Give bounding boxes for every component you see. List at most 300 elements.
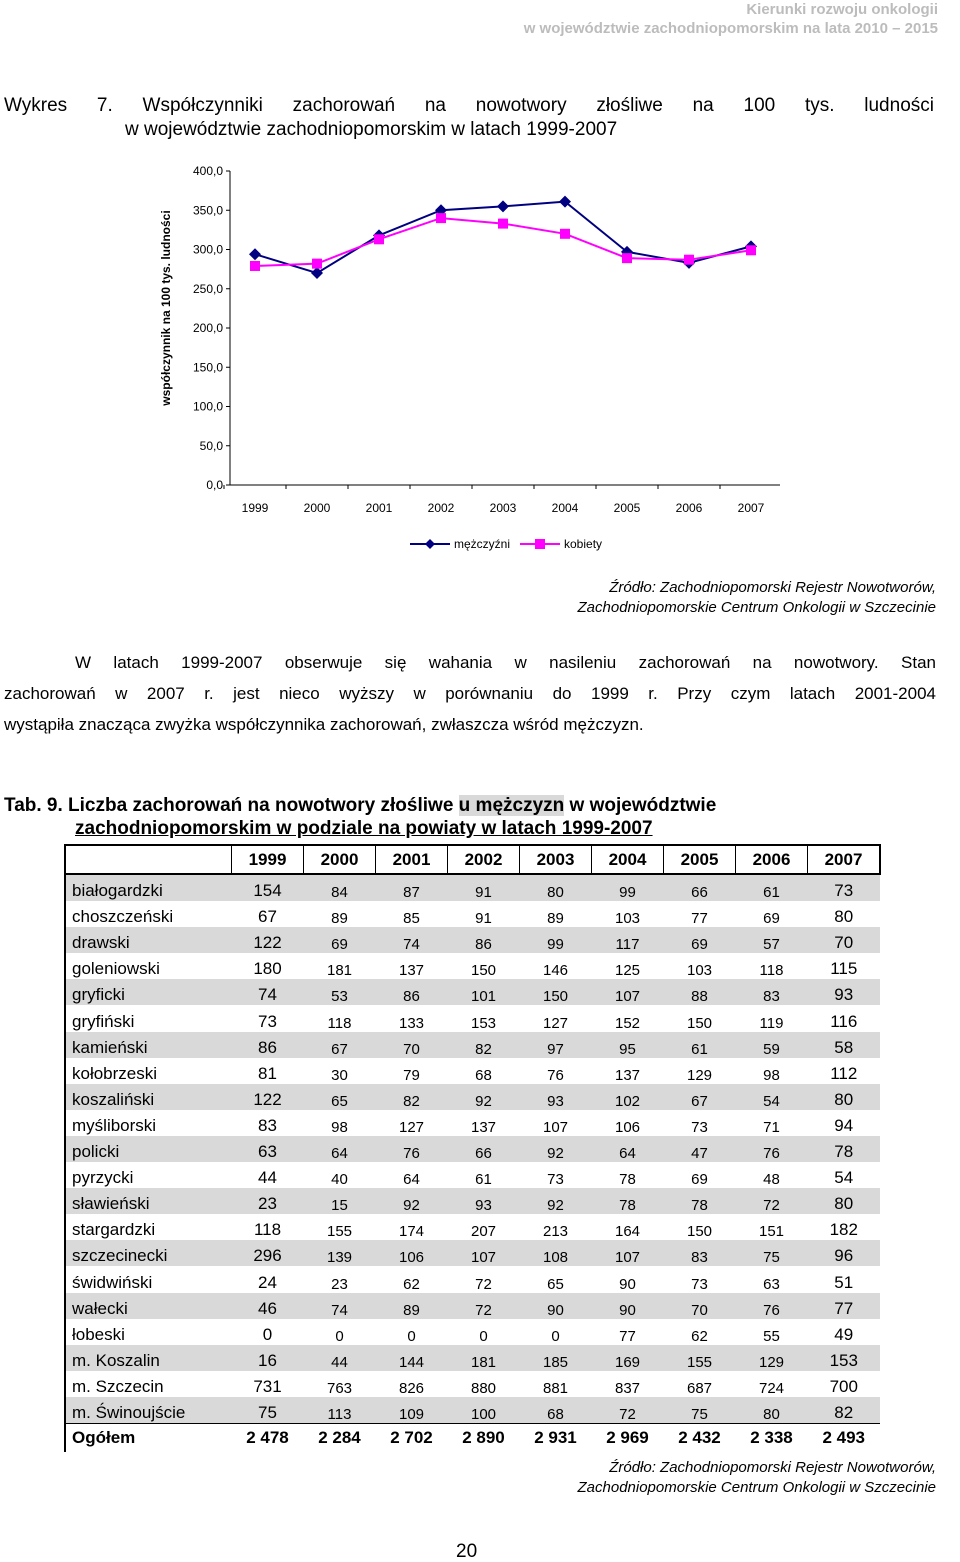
total-cell: 2 432	[664, 1423, 736, 1452]
table-cell: 90	[619, 1275, 636, 1293]
table-cell: 46	[232, 1293, 304, 1319]
total-cell: 2 338	[736, 1423, 808, 1452]
table-cell: 67	[664, 1084, 736, 1110]
header-corner	[65, 845, 232, 874]
table-cell: 85	[403, 910, 420, 928]
district-name: świdwiński	[65, 1266, 232, 1292]
table-cell: 91	[448, 874, 520, 901]
table-cell: 93	[808, 979, 881, 1005]
table-source-line-1: Źródło: Zachodniopomorski Rejestr Nowotworów,	[609, 1459, 936, 1476]
table-cell: 86	[448, 927, 520, 953]
table-cell: 70	[808, 927, 881, 953]
table-cell: 61	[475, 1171, 492, 1189]
district-name: stargardzki	[65, 1214, 232, 1240]
figure-source-line-2: Zachodniopomorskie Centrum Onkologii w Szczecinie	[577, 599, 936, 616]
figure-title-word: 100	[743, 95, 776, 116]
table-cell: 837	[614, 1379, 641, 1397]
table-cell: 98	[331, 1118, 348, 1136]
table-cell: 144	[376, 1345, 448, 1371]
table-cell: 153	[808, 1345, 881, 1371]
table-cell: 83	[664, 1240, 736, 1266]
table-cell: 78	[808, 1136, 881, 1162]
table-cell: 150	[470, 962, 497, 980]
year-header: 2001	[376, 845, 448, 874]
table-cell: 116	[830, 1011, 858, 1031]
table-cell: 92	[376, 1188, 448, 1214]
legend-women-marker	[535, 539, 545, 549]
table-cell: 93	[448, 1188, 520, 1214]
table-cell: 146	[542, 962, 569, 980]
table-cell: 76	[547, 1066, 564, 1084]
table-cell: 137	[614, 1066, 641, 1084]
total-cell: 2 931	[520, 1423, 592, 1452]
year-header: 2000	[304, 845, 376, 874]
y-tick-label: 350,0	[192, 203, 223, 218]
table-cell: 296	[232, 1240, 304, 1266]
paragraph-line-1: W latach 1999-2007 obserwuje się wahania w nasileniu zachorowań na nowotwory. Stan	[75, 653, 936, 672]
table-cell: 127	[542, 1014, 569, 1032]
table-cell: 69	[304, 927, 376, 953]
table-cell: 89	[547, 910, 564, 928]
table-cell: 73	[547, 1171, 564, 1189]
table-cell: 122	[232, 1084, 304, 1110]
figure-title	[4, 94, 934, 142]
table-title-line-1	[4, 794, 716, 817]
table-header-row	[65, 845, 880, 874]
table-cell: 82	[448, 1032, 520, 1058]
district-name: koszaliński	[65, 1084, 232, 1110]
header-line-2: w województwie zachodniopomorskim na lata 2010 – 2015	[523, 20, 938, 37]
table-cell: 112	[830, 1063, 858, 1083]
table-cell: 71	[763, 1118, 780, 1136]
table-cell: 63	[232, 1136, 304, 1162]
table-cell: 66	[664, 874, 736, 901]
table-cell: 129	[736, 1345, 808, 1371]
table-cell: 47	[664, 1136, 736, 1162]
figure-title-word: Współczynniki	[142, 95, 263, 116]
district-name: pyrzycki	[65, 1162, 232, 1188]
year-header: 2003	[520, 845, 592, 874]
table-cell: 62	[691, 1327, 708, 1345]
table-cell: 113	[304, 1397, 376, 1424]
table-row	[65, 1266, 880, 1292]
table-cell: 687	[686, 1379, 713, 1397]
table-cell: 57	[736, 927, 808, 953]
table-cell: 93	[520, 1084, 592, 1110]
table-cell: 97	[520, 1032, 592, 1058]
women-data-point	[436, 213, 446, 223]
table-cell: 180	[253, 959, 282, 979]
table-cell: 92	[448, 1084, 520, 1110]
table-cell: 155	[326, 1223, 353, 1241]
table-cell: 65	[304, 1084, 376, 1110]
table-row	[65, 901, 880, 927]
x-tick-label: 2000	[303, 501, 331, 515]
table-cell: 107	[448, 1240, 520, 1266]
men-data-point	[249, 248, 261, 260]
table-cell: 174	[398, 1223, 425, 1241]
table-cell: 74	[232, 979, 304, 1005]
table-source	[578, 1458, 937, 1498]
table-cell: 83	[736, 979, 808, 1005]
table-cell: 137	[398, 962, 425, 980]
incidence-line-chart	[150, 158, 790, 578]
table-cell: 40	[331, 1171, 348, 1189]
table-row	[65, 1136, 880, 1162]
table-cell: 103	[614, 910, 641, 928]
district-name: gryfiński	[65, 1005, 232, 1031]
table-cell: 77	[691, 910, 708, 928]
table-row	[65, 1293, 880, 1319]
table-cell: 118	[327, 1014, 352, 1032]
table-row	[65, 874, 880, 901]
table-cell: 15	[304, 1188, 376, 1214]
table-cell: 73	[691, 1275, 708, 1293]
y-tick-label: 300,0	[192, 242, 223, 257]
women-data-point	[622, 253, 632, 263]
legend-men-label: mężczyźni	[454, 537, 511, 551]
table-cell: 55	[763, 1327, 780, 1345]
table-title-line-2-text: zachodniopomorskim w podziale na powiaty w latach 1999-2007	[75, 818, 653, 839]
table-title-highlight: u mężczyzn	[458, 795, 565, 816]
district-name: goleniowski	[65, 953, 232, 979]
table-cell: 94	[834, 1115, 854, 1135]
table-row	[65, 1005, 880, 1031]
table-row	[65, 979, 880, 1005]
table-cell: 150	[686, 1223, 713, 1241]
table-cell: 58	[808, 1032, 881, 1058]
table-row	[65, 1110, 880, 1136]
x-tick-label: 2005	[613, 501, 641, 515]
table-cell: 74	[376, 927, 448, 953]
figure-title-word: na	[692, 95, 714, 116]
table-cell: 152	[614, 1014, 641, 1032]
table-cell: 80	[520, 874, 592, 901]
table-cell: 108	[520, 1240, 592, 1266]
table-row	[65, 1371, 880, 1397]
paragraph-line-2: zachorowań w 2007 r. jest nieco wyższy w porównaniu do 1999 r. Przy czym latach 2001-2004	[4, 684, 936, 703]
table-title-line-2	[4, 817, 716, 840]
incidence-table	[64, 844, 881, 1452]
women-data-point	[250, 261, 260, 271]
total-label: Ogółem	[65, 1423, 232, 1452]
table-cell: 78	[592, 1188, 664, 1214]
table-cell: 127	[398, 1118, 425, 1136]
table-cell: 48	[763, 1171, 780, 1189]
table-cell: 65	[547, 1275, 564, 1293]
women-data-point	[684, 255, 694, 265]
table-row	[65, 1240, 880, 1266]
table-cell: 77	[619, 1327, 636, 1345]
table-cell: 103	[686, 962, 713, 980]
table-row	[65, 1058, 880, 1084]
paragraph-line-3: wystąpiła znacząca zwyżka współczynnika zachorowań, zwłaszcza wśród mężczyzn.	[4, 715, 644, 734]
table-cell: 80	[736, 1397, 808, 1424]
total-cell: 2 284	[304, 1423, 376, 1452]
district-name: m. Koszalin	[65, 1345, 232, 1371]
total-cell: 2 493	[808, 1423, 881, 1452]
table-cell: 129	[686, 1066, 713, 1084]
table-cell: 62	[403, 1275, 420, 1293]
table-cell: 67	[304, 1032, 376, 1058]
x-tick-label: 2006	[675, 501, 703, 515]
table-row	[65, 1345, 880, 1371]
table-cell: 150	[520, 979, 592, 1005]
table-cell: 69	[691, 1171, 708, 1189]
table-row	[65, 1397, 880, 1424]
table-cell: 181	[326, 962, 353, 980]
table-cell: 79	[403, 1066, 420, 1084]
table-cell: 73	[258, 1011, 277, 1031]
figure-title-word: zachorowań	[292, 95, 396, 116]
figure-title-word: na	[424, 95, 446, 116]
table-cell: 61	[736, 874, 808, 901]
table-cell: 73	[691, 1118, 708, 1136]
table-cell: 44	[304, 1345, 376, 1371]
y-tick-label: 250,0	[192, 281, 223, 296]
table-cell: 91	[475, 910, 492, 928]
table-cell: 95	[592, 1032, 664, 1058]
x-tick-label: 2003	[489, 501, 517, 515]
district-name: wałecki	[65, 1293, 232, 1319]
table-cell: 880	[470, 1379, 497, 1397]
year-header: 2002	[448, 845, 520, 874]
table-cell: 117	[592, 927, 664, 953]
table-cell: 30	[331, 1066, 348, 1084]
table-cell: 75	[664, 1397, 736, 1424]
table-cell: 72	[475, 1275, 492, 1293]
district-name: m. Świnoujście	[65, 1397, 232, 1424]
table-cell: 826	[398, 1379, 425, 1397]
table-cell: 100	[448, 1397, 520, 1424]
table-cell: 53	[304, 979, 376, 1005]
figure-source	[578, 578, 937, 618]
table-cell: 16	[232, 1345, 304, 1371]
table-cell: 64	[403, 1171, 420, 1189]
table-cell: 90	[520, 1293, 592, 1319]
table-cell: 0	[551, 1327, 560, 1345]
table-cell: 80	[808, 1084, 881, 1110]
table-cell: 64	[304, 1136, 376, 1162]
table-row	[65, 927, 880, 953]
table-cell: 75	[736, 1240, 808, 1266]
table-cell: 154	[232, 874, 304, 901]
year-header: 2004	[592, 845, 664, 874]
table-cell: 54	[736, 1084, 808, 1110]
table-cell: 182	[829, 1220, 858, 1240]
table-cell: 70	[376, 1032, 448, 1058]
table-cell: 72	[592, 1397, 664, 1424]
x-tick-label: 2007	[737, 501, 765, 515]
table-cell: 118	[759, 962, 784, 980]
table-cell: 68	[475, 1066, 492, 1084]
table-cell: 87	[376, 874, 448, 901]
page-number: 20	[456, 1541, 478, 1562]
table-cell: 23	[331, 1275, 348, 1293]
table-cell: 0	[262, 1324, 273, 1344]
district-name: myśliborski	[65, 1110, 232, 1136]
table-cell: 59	[736, 1032, 808, 1058]
y-tick-label: 200,0	[192, 321, 223, 335]
figure-title-word: nowotwory	[475, 95, 567, 116]
table-row	[65, 953, 880, 979]
table-cell: 44	[258, 1168, 277, 1188]
table-cell: 731	[253, 1376, 282, 1396]
y-tick-label: 50,0	[199, 438, 223, 453]
table-cell: 763	[326, 1379, 353, 1397]
district-name: drawski	[65, 927, 232, 953]
table-source-line-2: Zachodniopomorskie Centrum Onkologii w Szczecinie	[577, 1479, 936, 1496]
y-tick-label: 100,0	[192, 399, 223, 414]
table-cell: 106	[614, 1118, 641, 1136]
total-cell: 2 478	[232, 1423, 304, 1452]
district-name: policki	[65, 1136, 232, 1162]
table-cell: 0	[479, 1327, 488, 1345]
table-cell: 102	[592, 1084, 664, 1110]
men-data-point	[497, 200, 509, 212]
table-cell: 153	[470, 1014, 497, 1032]
district-name: sławieński	[65, 1188, 232, 1214]
x-tick-label: 1999	[241, 501, 269, 515]
figure-title-word: tys.	[804, 95, 835, 116]
table-row	[65, 1162, 880, 1188]
table-cell: 72	[736, 1188, 808, 1214]
x-tick-label: 2001	[365, 501, 393, 515]
table-cell: 61	[664, 1032, 736, 1058]
total-cell: 2 969	[592, 1423, 664, 1452]
table-cell: 80	[834, 907, 854, 927]
table-cell: 99	[592, 874, 664, 901]
total-row	[65, 1423, 880, 1452]
year-header: 2007	[808, 845, 881, 874]
table-cell: 23	[232, 1188, 304, 1214]
table-cell: 84	[304, 874, 376, 901]
header-line-1: Kierunki rozwoju onkologii	[746, 1, 938, 18]
table-cell: 107	[592, 979, 664, 1005]
table-cell: 724	[758, 1379, 785, 1397]
table-cell: 125	[614, 962, 641, 980]
table-cell: 76	[376, 1136, 448, 1162]
table-cell: 92	[520, 1188, 592, 1214]
women-data-point	[498, 219, 508, 229]
women-data-point	[560, 229, 570, 239]
table-title-suffix: w województwie	[564, 795, 717, 816]
table-cell: 700	[829, 1376, 858, 1396]
table-cell: 122	[232, 927, 304, 953]
table-cell: 0	[335, 1327, 344, 1345]
table-cell: 88	[664, 979, 736, 1005]
table-cell: 139	[304, 1240, 376, 1266]
table-cell: 185	[520, 1345, 592, 1371]
table-cell: 78	[619, 1171, 636, 1189]
table-cell: 107	[542, 1118, 569, 1136]
table-cell: 207	[470, 1223, 497, 1241]
table-cell: 155	[664, 1345, 736, 1371]
table-row	[65, 1188, 880, 1214]
table-cell: 83	[258, 1115, 277, 1135]
table-cell: 90	[592, 1293, 664, 1319]
table-cell: 74	[304, 1293, 376, 1319]
table-cell: 69	[664, 927, 736, 953]
table-cell: 86	[376, 979, 448, 1005]
total-cell: 2 890	[448, 1423, 520, 1452]
figure-title-line-1	[4, 94, 934, 118]
table-cell: 99	[520, 927, 592, 953]
table-cell: 63	[763, 1275, 780, 1293]
men-data-point	[311, 267, 323, 279]
table-cell: 101	[448, 979, 520, 1005]
table-cell: 150	[686, 1014, 713, 1032]
table-cell: 213	[542, 1223, 569, 1241]
women-data-point	[312, 259, 322, 269]
table-cell: 68	[520, 1397, 592, 1424]
table-cell: 73	[808, 874, 881, 901]
year-header: 2006	[736, 845, 808, 874]
year-header: 2005	[664, 845, 736, 874]
table-cell: 82	[808, 1397, 881, 1424]
total-cell: 2 702	[376, 1423, 448, 1452]
table-cell: 169	[592, 1345, 664, 1371]
figure-title-word: ludności	[864, 95, 934, 116]
district-name: choszczeński	[65, 901, 232, 927]
table-cell: 164	[614, 1223, 641, 1241]
table-cell: 80	[808, 1188, 881, 1214]
x-tick-label: 2004	[551, 501, 579, 515]
women-data-point	[746, 245, 756, 255]
table-cell: 81	[258, 1063, 277, 1083]
table-cell: 881	[542, 1379, 569, 1397]
table-cell: 76	[736, 1136, 808, 1162]
table-row	[65, 1319, 880, 1345]
table-cell: 67	[258, 907, 277, 927]
table-cell: 86	[232, 1032, 304, 1058]
table-row	[65, 1032, 880, 1058]
table-cell: 0	[407, 1327, 416, 1345]
district-name: gryficki	[65, 979, 232, 1005]
table-cell: 51	[834, 1272, 854, 1292]
legend-women-label: kobiety	[564, 537, 603, 551]
y-tick-label: 0,0	[206, 478, 223, 492]
table-cell: 49	[834, 1324, 854, 1344]
y-axis-label: współczynnik na 100 tys. ludności	[159, 210, 173, 406]
table-cell: 119	[759, 1014, 784, 1032]
figure-title-word: Wykres	[4, 95, 68, 116]
body-paragraph	[4, 647, 936, 740]
table-cell: 151	[758, 1223, 785, 1241]
table-cell: 78	[664, 1188, 736, 1214]
table-cell: 107	[592, 1240, 664, 1266]
running-header	[524, 0, 938, 38]
district-name: łobeski	[65, 1319, 232, 1345]
table-cell: 24	[258, 1272, 277, 1292]
district-name: m. Szczecin	[65, 1371, 232, 1397]
table-cell: 137	[470, 1118, 497, 1136]
table-cell: 133	[398, 1014, 425, 1032]
table-cell: 69	[763, 910, 780, 928]
figure-title-line-2: w województwie zachodniopomorskim w latach 1999-2007	[125, 119, 618, 140]
series-line-men	[255, 202, 751, 273]
table-cell: 115	[830, 959, 858, 979]
table-cell: 92	[520, 1136, 592, 1162]
y-tick-label: 150,0	[192, 360, 223, 375]
table-cell: 66	[448, 1136, 520, 1162]
table-row	[65, 1214, 880, 1240]
table-cell: 54	[834, 1168, 854, 1188]
legend-men-marker	[425, 539, 435, 549]
table-cell: 72	[448, 1293, 520, 1319]
table-cell: 89	[331, 910, 348, 928]
table-cell: 82	[376, 1084, 448, 1110]
